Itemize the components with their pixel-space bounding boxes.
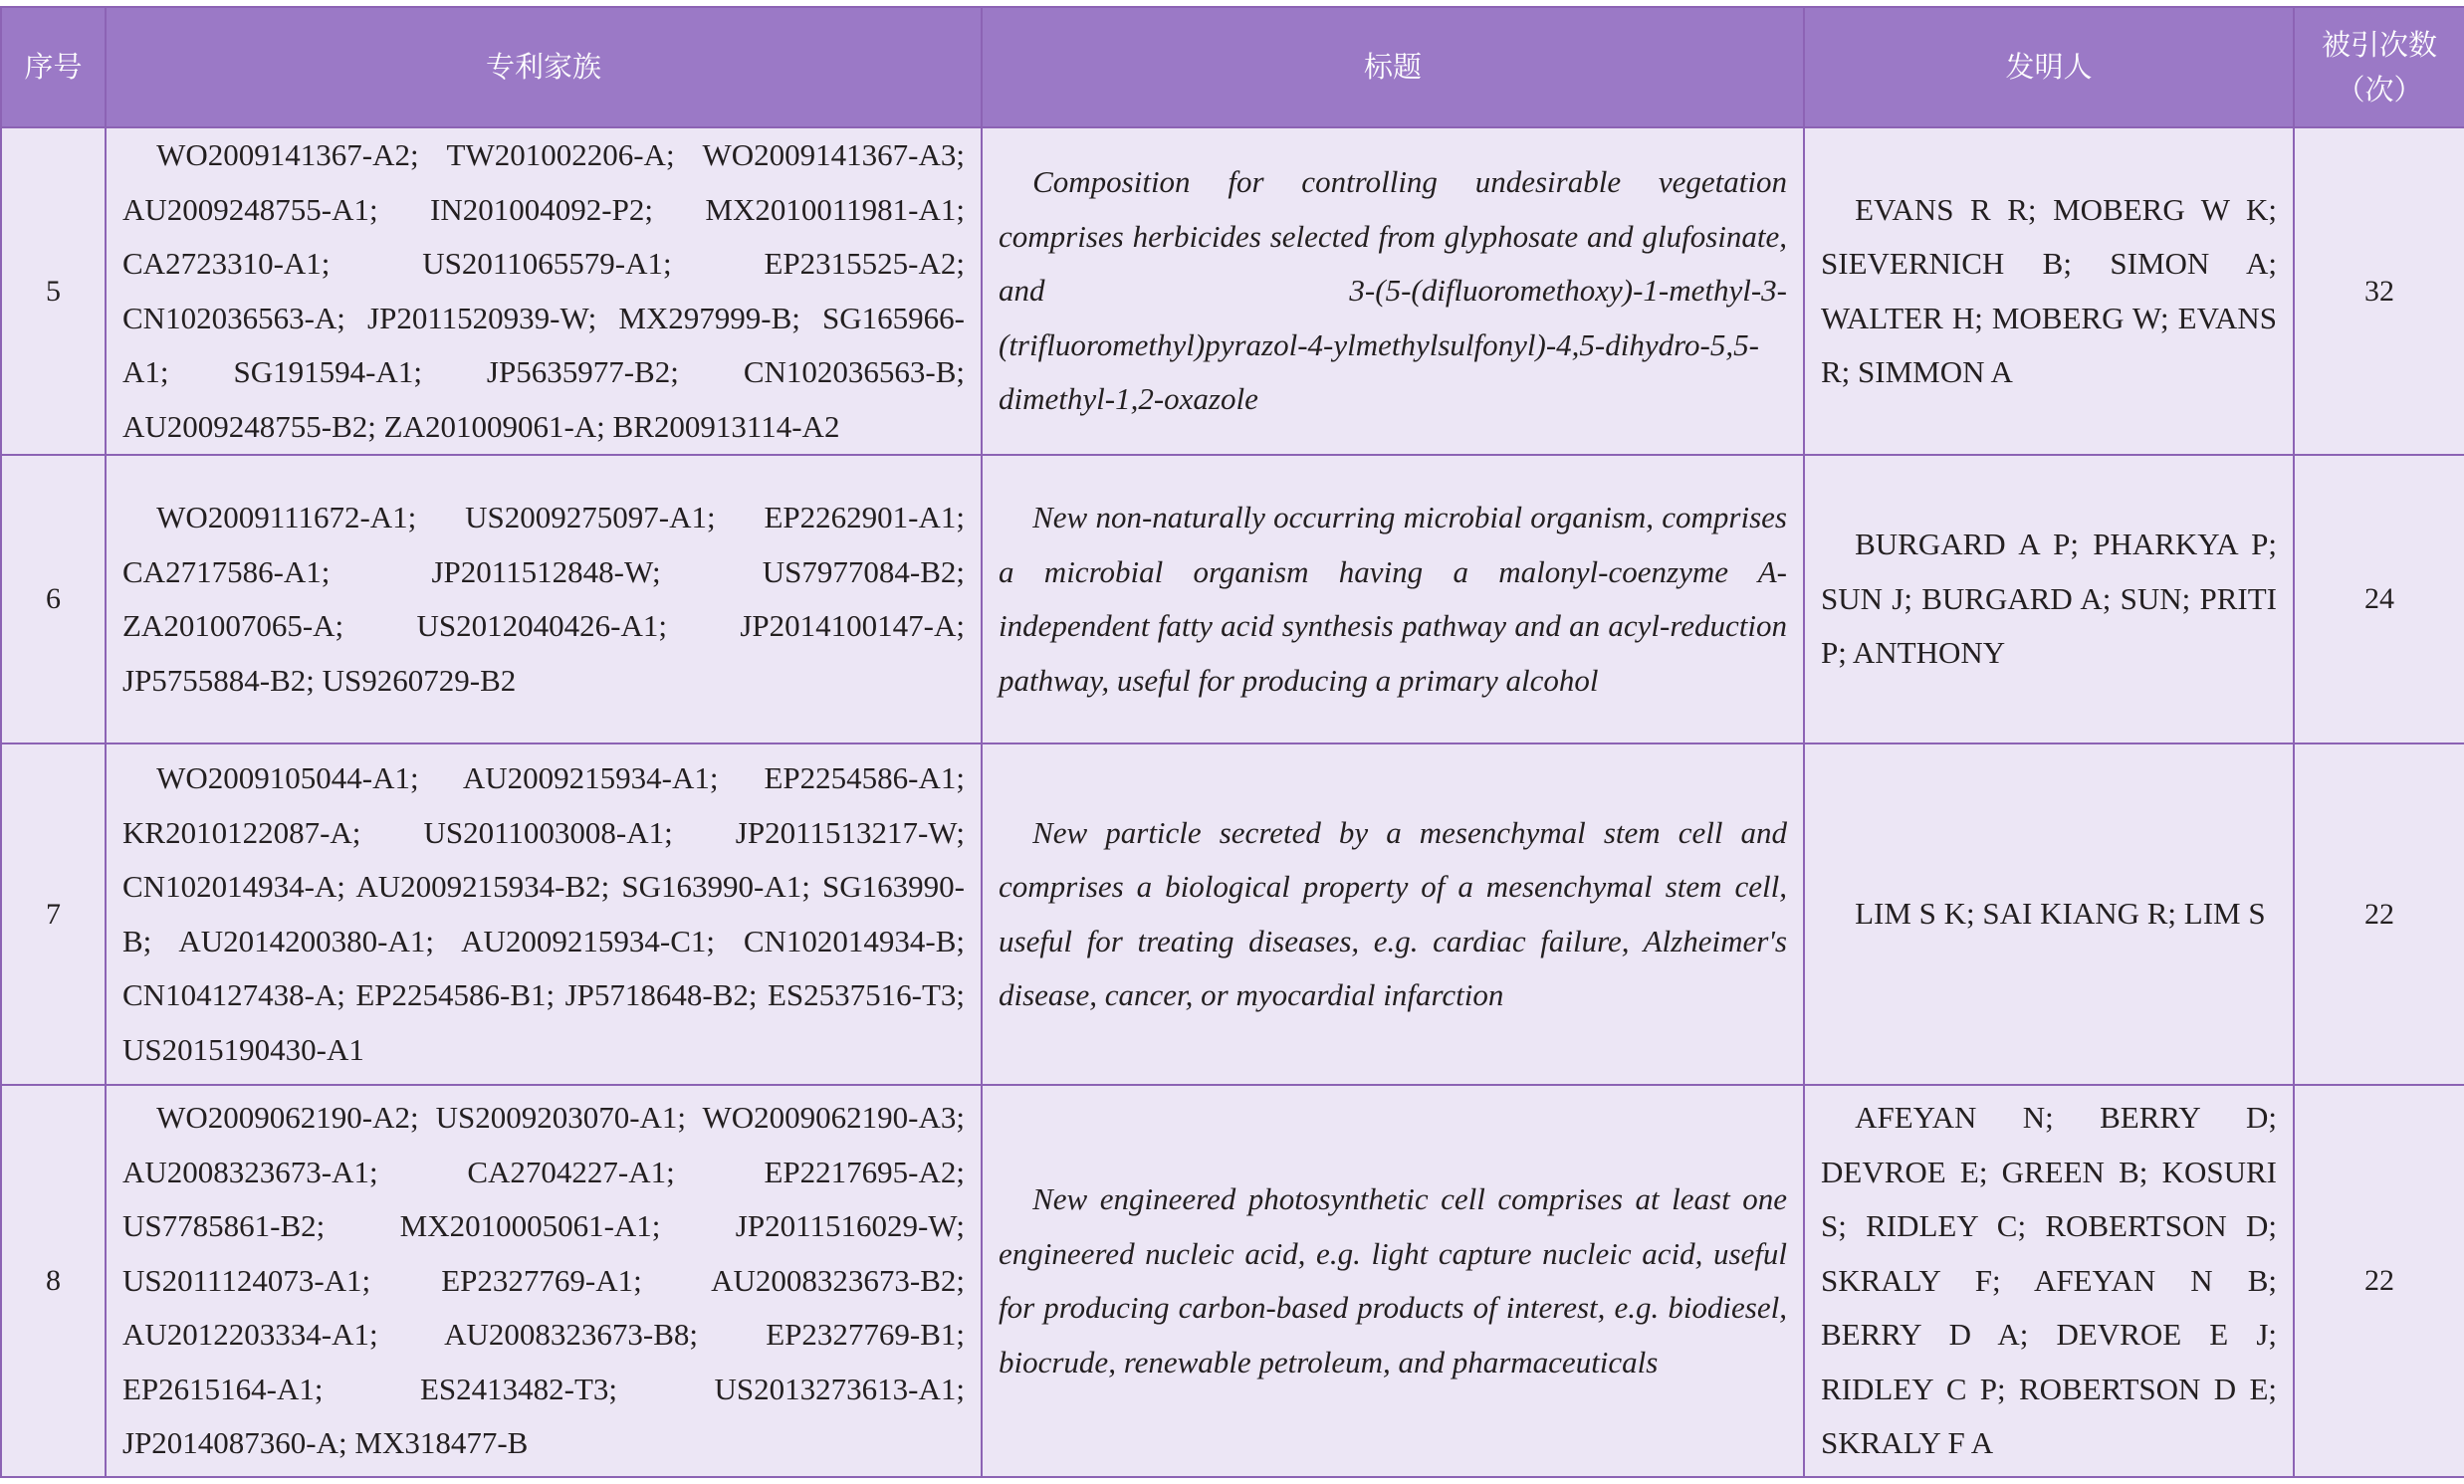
row-number: 7 [1,743,106,1085]
table-row [1,1085,2464,1477]
citation-count-cell: 24 [2294,455,2464,743]
patent-family-cell: WO2009062190-A2; US2009203070-A1; WO2009062190-A3; AU2008323673-A1; CA2704227-A1; EP2217695-A2; US7785861-B2; MX2010005061-A1; JP2011516029-W; US2011124073-A1; EP2327769-A1; AU2008323673-B2; AU2012203334-A1; AU2008323673-B8; EP2327769-B1; EP2615164-A1; ES2413482-T3; US2013273613-A1; JP2014087360-A; MX318477-B [106,1085,982,1477]
header-title: 标题 [982,7,1804,127]
citation-count-cell: 22 [2294,1085,2464,1477]
row-number: 8 [1,1085,106,1477]
inventors-cell: LIM S K; SAI KIANG R; LIM S [1804,743,2294,1085]
patent-family-cell: WO2009105044-A1; AU2009215934-A1; EP2254586-A1; KR2010122087-A; US2011003008-A1; JP2011513217-W; CN102014934-A; AU2009215934-B2; SG163990-A1; SG163990-B; AU2014200380-A1; AU2009215934-C1; CN102014934-B; CN104127438-A; EP2254586-B1; JP5718648-B2; ES2537516-T3; US2015190430-A1 [106,743,982,1085]
citation-count-cell: 22 [2294,743,2464,1085]
table-row [1,743,2464,1085]
patent-table [0,6,2464,1478]
header-family: 专利家族 [106,7,982,127]
inventors-cell: AFEYAN N; BERRY D; DEVROE E; GREEN B; KOSURI S; RIDLEY C; ROBERTSON D; SKRALY F; AFEYAN N B; BERRY D A; DEVROE E J; RIDLEY C P; ROBERTSON D E; SKRALY F A [1804,1085,2294,1477]
header-row [1,7,2464,127]
header-cited [2294,7,2464,127]
title-cell: New non-naturally occurring microbial organism, comprises a microbial organism having a malonyl-coenzyme A-independent fatty acid synthesis pathway and an acyl-reduction pathway, useful for producing a primary alcohol [982,455,1804,743]
table-row [1,127,2464,455]
table-body [1,127,2464,1477]
header-inventors: 发明人 [1804,7,2294,127]
title-cell: Composition for controlling undesirable vegetation comprises herbicides selected from glyphosate and glufosinate, and 3-(5-(difluoromethoxy)-1-methyl-3-(trifluoromethyl)pyrazol-4-ylmethylsulfonyl)-4,5-dihydro-5,5-dimethyl-1,2-oxazole [982,127,1804,455]
header-no: 序号 [1,7,106,127]
header-cited-line1: 被引次数 [2321,27,2437,62]
header-cited-line2: （次） [2336,72,2423,106]
patent-family-cell: WO2009111672-A1; US2009275097-A1; EP2262901-A1; CA2717586-A1; JP2011512848-W; US7977084-B2; ZA201007065-A; US2012040426-A1; JP2014100147-A; JP5755884-B2; US9260729-B2 [106,455,982,743]
citation-count-cell: 32 [2294,127,2464,455]
row-number: 5 [1,127,106,455]
table-row [1,455,2464,743]
patent-family-cell: WO2009141367-A2; TW201002206-A; WO2009141367-A3; AU2009248755-A1; IN201004092-P2; MX2010011981-A1; CA2723310-A1; US2011065579-A1; EP2315525-A2; CN102036563-A; JP2011520939-W; MX297999-B; SG165966-A1; SG191594-A1; JP5635977-B2; CN102036563-B; AU2009248755-B2; ZA201009061-A; BR200913114-A2 [106,127,982,455]
inventors-cell: EVANS R R; MOBERG W K; SIEVERNICH B; SIMON A; WALTER H; MOBERG W; EVANS R; SIMMON A [1804,127,2294,455]
inventors-cell: BURGARD A P; PHARKYA P; SUN J; BURGARD A; SUN; PRITI P; ANTHONY [1804,455,2294,743]
table-header [1,7,2464,127]
title-cell: New particle secreted by a mesenchymal stem cell and comprises a biological property of a mesenchymal stem cell, useful for treating diseases, e.g. cardiac failure, Alzheimer's disease, cancer, or myocardial infarction [982,743,1804,1085]
title-cell: New engineered photosynthetic cell comprises at least one engineered nucleic acid, e.g. light capture nucleic acid, useful for producing carbon-based products of interest, e.g. biodiesel, biocrude, renewable petroleum, and pharmaceuticals [982,1085,1804,1477]
row-number: 6 [1,455,106,743]
